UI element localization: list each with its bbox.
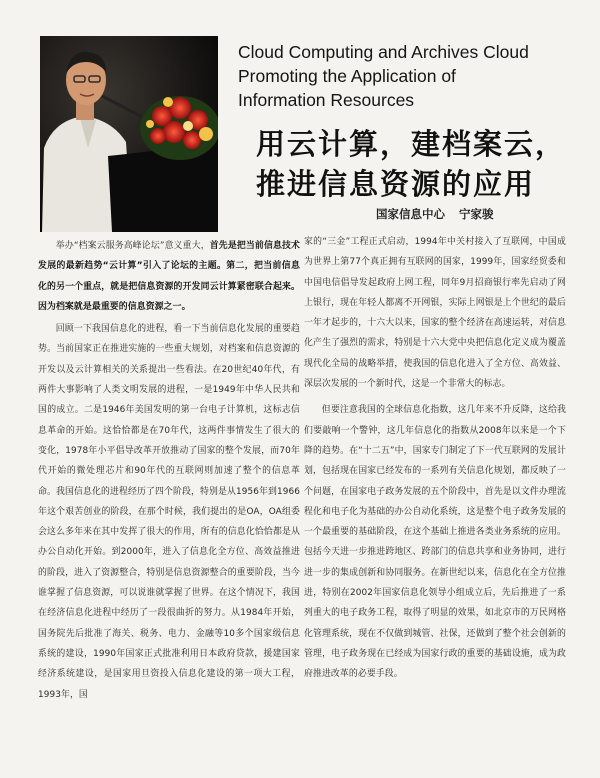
paragraph-text: 回顾一下我国信息化的进程，看一下当前信息化发展的重要趋势。当前国家正在推进实施的一些重大规划，对档案和信息资源的开发以及云计算相关的关系提出一些看法。在20世纪40年代，有两件大事影响了人类文明发展的进程，一是1949年中华人民共和国的成立。二是1946年美国发明的第一台电子计算机，这标志信息革命的开始。这恰恰都是在70年代，这两件事情发生了很大的变化，1978年小平倡导改革开放推动了国家的整个发展，而70年代开始的微处理芯片和90年代的互联网则加速了整个的信息革命。我国信息化的进程经历了四个阶段，特别是从1956年到1966年这个艰苦创业的阶段，在那个时候，我们提出的是OA，OA组委会这么多年来在其中发挥了很大的作用，所有的信息化恰恰都是从办公自动化开始。到2000年，进入了信息化全方位、高效益推进的阶段，进入了资源整合，特别是信息资源整合的重要阶段，当今谁掌握了信息资源，可以说谁就掌握了世界。在这个情况下，我国在经济信息化进程中经历了一段很曲折的努力。从1984年开始，国务院先后批准了海关、税务、电力、金融等10多个国家级信息系统的建设，1990年国家正式批准利用日本政府贷款，援建国家经济系统建设，是国家用旦资投入信息化建设的第一项大工程，1993年，国 [38,324,300,700]
chinese-title-line-1: 用云计算，建档案云， [256,127,567,161]
chinese-title [256,124,586,204]
paragraph [38,319,300,705]
english-title [238,40,578,112]
paragraph-bold-text: 首先是把当前信息技术发展的最新趋势“云计算”引入了论坛的主题。第二，把当前信息化的另一个重点，就是把信息资源的开发同云计算紧密联合起来。因为档案就是最重要的信息资源之一。 [38,241,300,312]
paragraph [38,236,300,317]
paragraph-text: 举办“档案云服务高峰论坛”意义重大， [55,241,210,251]
speaker-photo-image [40,36,218,232]
left-column [38,236,300,705]
paragraph-text: 但要注意我国的全球信息化指数，这几年来不升反降，这给我们要敲响一个警钟，这几年信息化的指数从2008年以来是一个下降的趋势。在“十二五”中，国家专门制定了下一代互联网的发展计划，包括现在国家已经发布的一系列有关信息化规划，都反映了一个问题，在国家电子政务发展的五个阶段中，首先是以文件办理流程化和电子化为基础的办公自动化系统，这是整个电子政务发展的一个最重要的基础阶段，在这个基础上推进各类业务系统的应用。包括今天进一步推进跨地区、跨部门的信息共享和业务协同，进行进一步的集成创新和协同服务。在新世纪以来，信息化在全方位推进，特别在2002年国家信息化领导小组成立后，先后推进了一系列重大的电子政务工程，取得了明显的效果，如北京市的万民网格化管理系统，现在不仅做到城管、社保，还做到了整个社会创新的管理，电子政务现在已经成为国家行政的重要的基础设施，成为政府推进改革的必要手段。 [304,405,566,680]
english-title-line-2: Promoting the Application of [238,66,456,86]
author-organization: 国家信息中心 [376,207,445,221]
author-name: 宁家骏 [459,207,494,221]
paragraph [304,232,566,394]
speaker-photo [40,36,218,232]
paragraph [304,400,566,684]
chinese-title-line-2: 推进信息资源的应用 [256,167,536,201]
paragraph-text: 家的“三金”工程正式启动，1994年中关村接入了互联网，中国成为世界上第77个真正拥有互联网的国家，1999年，国家经贸委和中国电信倡导发起政府上网工程，同年9月招商银行率先启动了网上银行，现在年轻人都离不开网银，实际上网银是上个世纪的最后一年才起步的，十六大以来，国家的整个经济在高速运转，对信息化产生了强烈的需求，特别是十六大党中央把信息化定义成为覆盖现代化全局的战略举措，使我国的信息化进入了全方位、高效益、深层次发展的一个新时代，这是一个非常大的标志。 [304,237,566,390]
english-title-line-1: Cloud Computing and Archives Cloud [238,42,529,62]
author-line [376,206,494,222]
right-column [304,232,566,685]
english-title-line-3: Information Resources [238,90,415,110]
